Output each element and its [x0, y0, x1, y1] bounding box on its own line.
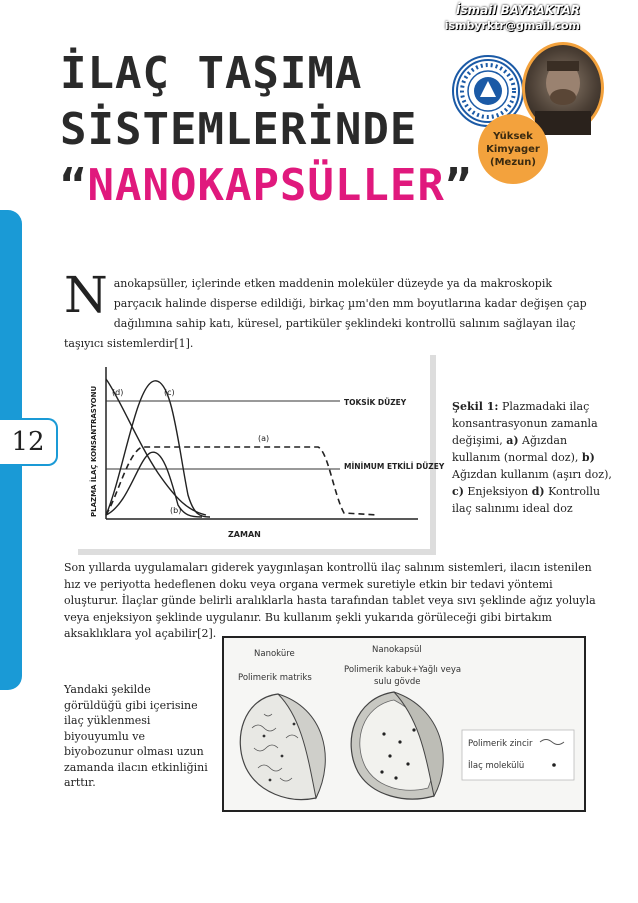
caption-part-4: Enjeksiyon: [463, 485, 532, 498]
title-line-1: İLAÇ TAŞIMA: [60, 48, 363, 99]
badge-line-3: (Mezun): [490, 156, 536, 168]
curve-d: [106, 447, 378, 515]
author-photo: [522, 42, 604, 134]
caption-part-5: Kontrollu ilaç salınımı ideal doz: [452, 485, 601, 515]
title-line-2: SİSTEMLERİNDE: [60, 104, 418, 155]
title-open-quote: “: [60, 160, 88, 211]
side-paragraph: Yandaki şekilde görüldüğü gibi içerisine ilaç yüklenmesi biyouyumlu ve biyobozunur olması uzun zamanda ilacın etkinliğini arttır.: [64, 683, 208, 789]
drop-cap: N: [64, 266, 108, 324]
caption-a: a): [506, 434, 519, 447]
nanosphere-nanocapsule-figure: [222, 636, 586, 812]
figure-2-svg: [224, 638, 584, 810]
nanocapsule-title: Nanokapsül: [372, 645, 422, 655]
figure-1-caption: [452, 398, 612, 517]
min-level-label: MİNİMUM ETKİLİ DÜZEY: [344, 462, 445, 471]
caption-part-3: Ağızdan kullanım (aşırı doz),: [452, 468, 612, 481]
caption-d: d): [531, 485, 545, 498]
page-number-box: [0, 418, 58, 466]
nanosphere-subtitle: Polimerik matriks: [238, 673, 312, 683]
body-paragraph: Son yıllarda uygulamaları giderek yaygınlaşan kontrollü ilaç salınım sistemleri, ilacın istenilen hız ve periyotta hedeflenen doku veya organa vermek suretiyle etkin bir tedavi yöntemi oluşturur. İlaçlar günde belirli aralıklarla hasta tarafından tablet veya sıvı şeklinde ağız yoluyla veya enjeksiyon şeklinde uygulanır. Bu kullanım şekli yukarıda görüleceği gibi birtakım aksaklıklara yol açabilir[2].: [64, 561, 596, 640]
toxic-level-label: TOKSİK DÜZEY: [344, 398, 407, 407]
title-line-3: [60, 158, 472, 214]
caption-b: b): [581, 451, 595, 464]
title-close-quote: ”: [444, 160, 473, 211]
caption-part-2: Ağızdan kullanım (normal doz),: [452, 434, 582, 464]
author-email[interactable]: ismbyrktr@gmail.com: [444, 19, 580, 32]
caption-part-1: Plazmadaki ilaç konsantrasyonun zamanla değişimi,: [452, 400, 598, 447]
caption-c: c): [452, 485, 464, 498]
page-number: 12: [11, 427, 45, 457]
article-title: [60, 46, 472, 214]
degree-badge: [478, 114, 548, 184]
nanocapsule-subtitle-2: sulu gövde: [374, 677, 421, 687]
intro-paragraph: [64, 266, 594, 352]
author-name: İsmail BAYRAKTAR: [456, 3, 580, 17]
title-highlight: NANOKAPSÜLLER: [87, 160, 445, 211]
x-axis-label: ZAMAN: [228, 530, 261, 539]
nanosphere-shape: [240, 694, 325, 800]
label-a: (b): [170, 506, 182, 515]
badge-line-1: Yüksek: [493, 130, 533, 142]
label-d: (a): [258, 434, 270, 443]
badge-line-2: Kimyager: [486, 143, 540, 155]
chart-svg: [78, 355, 445, 549]
label-b: (c): [164, 388, 175, 397]
figure-2-legend: [462, 730, 574, 780]
legend-drug-molecule: İlaç molekülü: [468, 761, 525, 771]
intro-text: anokapsüller, içlerinde etken maddenin moleküler düzeyde ya da makroskopik parçacık halinde disperse edildiği, birkaç µm'den mm boyutlarına kadar değişen çap dağılımına sahip katı, küresel, partiküler şeklindeki kontrollü salınım sağlayan ilaç taşıyıcı sistemlerdir[1].: [64, 277, 587, 350]
nanocapsule-subtitle-1: Polimerik kabuk+Yağlı veya: [344, 665, 462, 675]
nanocapsule-shape: [351, 692, 443, 799]
plasma-concentration-chart: [78, 355, 445, 555]
label-c: (d): [112, 388, 124, 397]
legend-polymer-chain: Polimerik zincir: [468, 739, 533, 749]
y-axis-label: PLAZMA İLAÇ KONSANTRASYONU: [90, 385, 98, 517]
legend-drug-icon: [552, 763, 556, 767]
nanosphere-title: Nanoküre: [254, 649, 295, 659]
caption-label: Şekil 1:: [452, 400, 499, 413]
